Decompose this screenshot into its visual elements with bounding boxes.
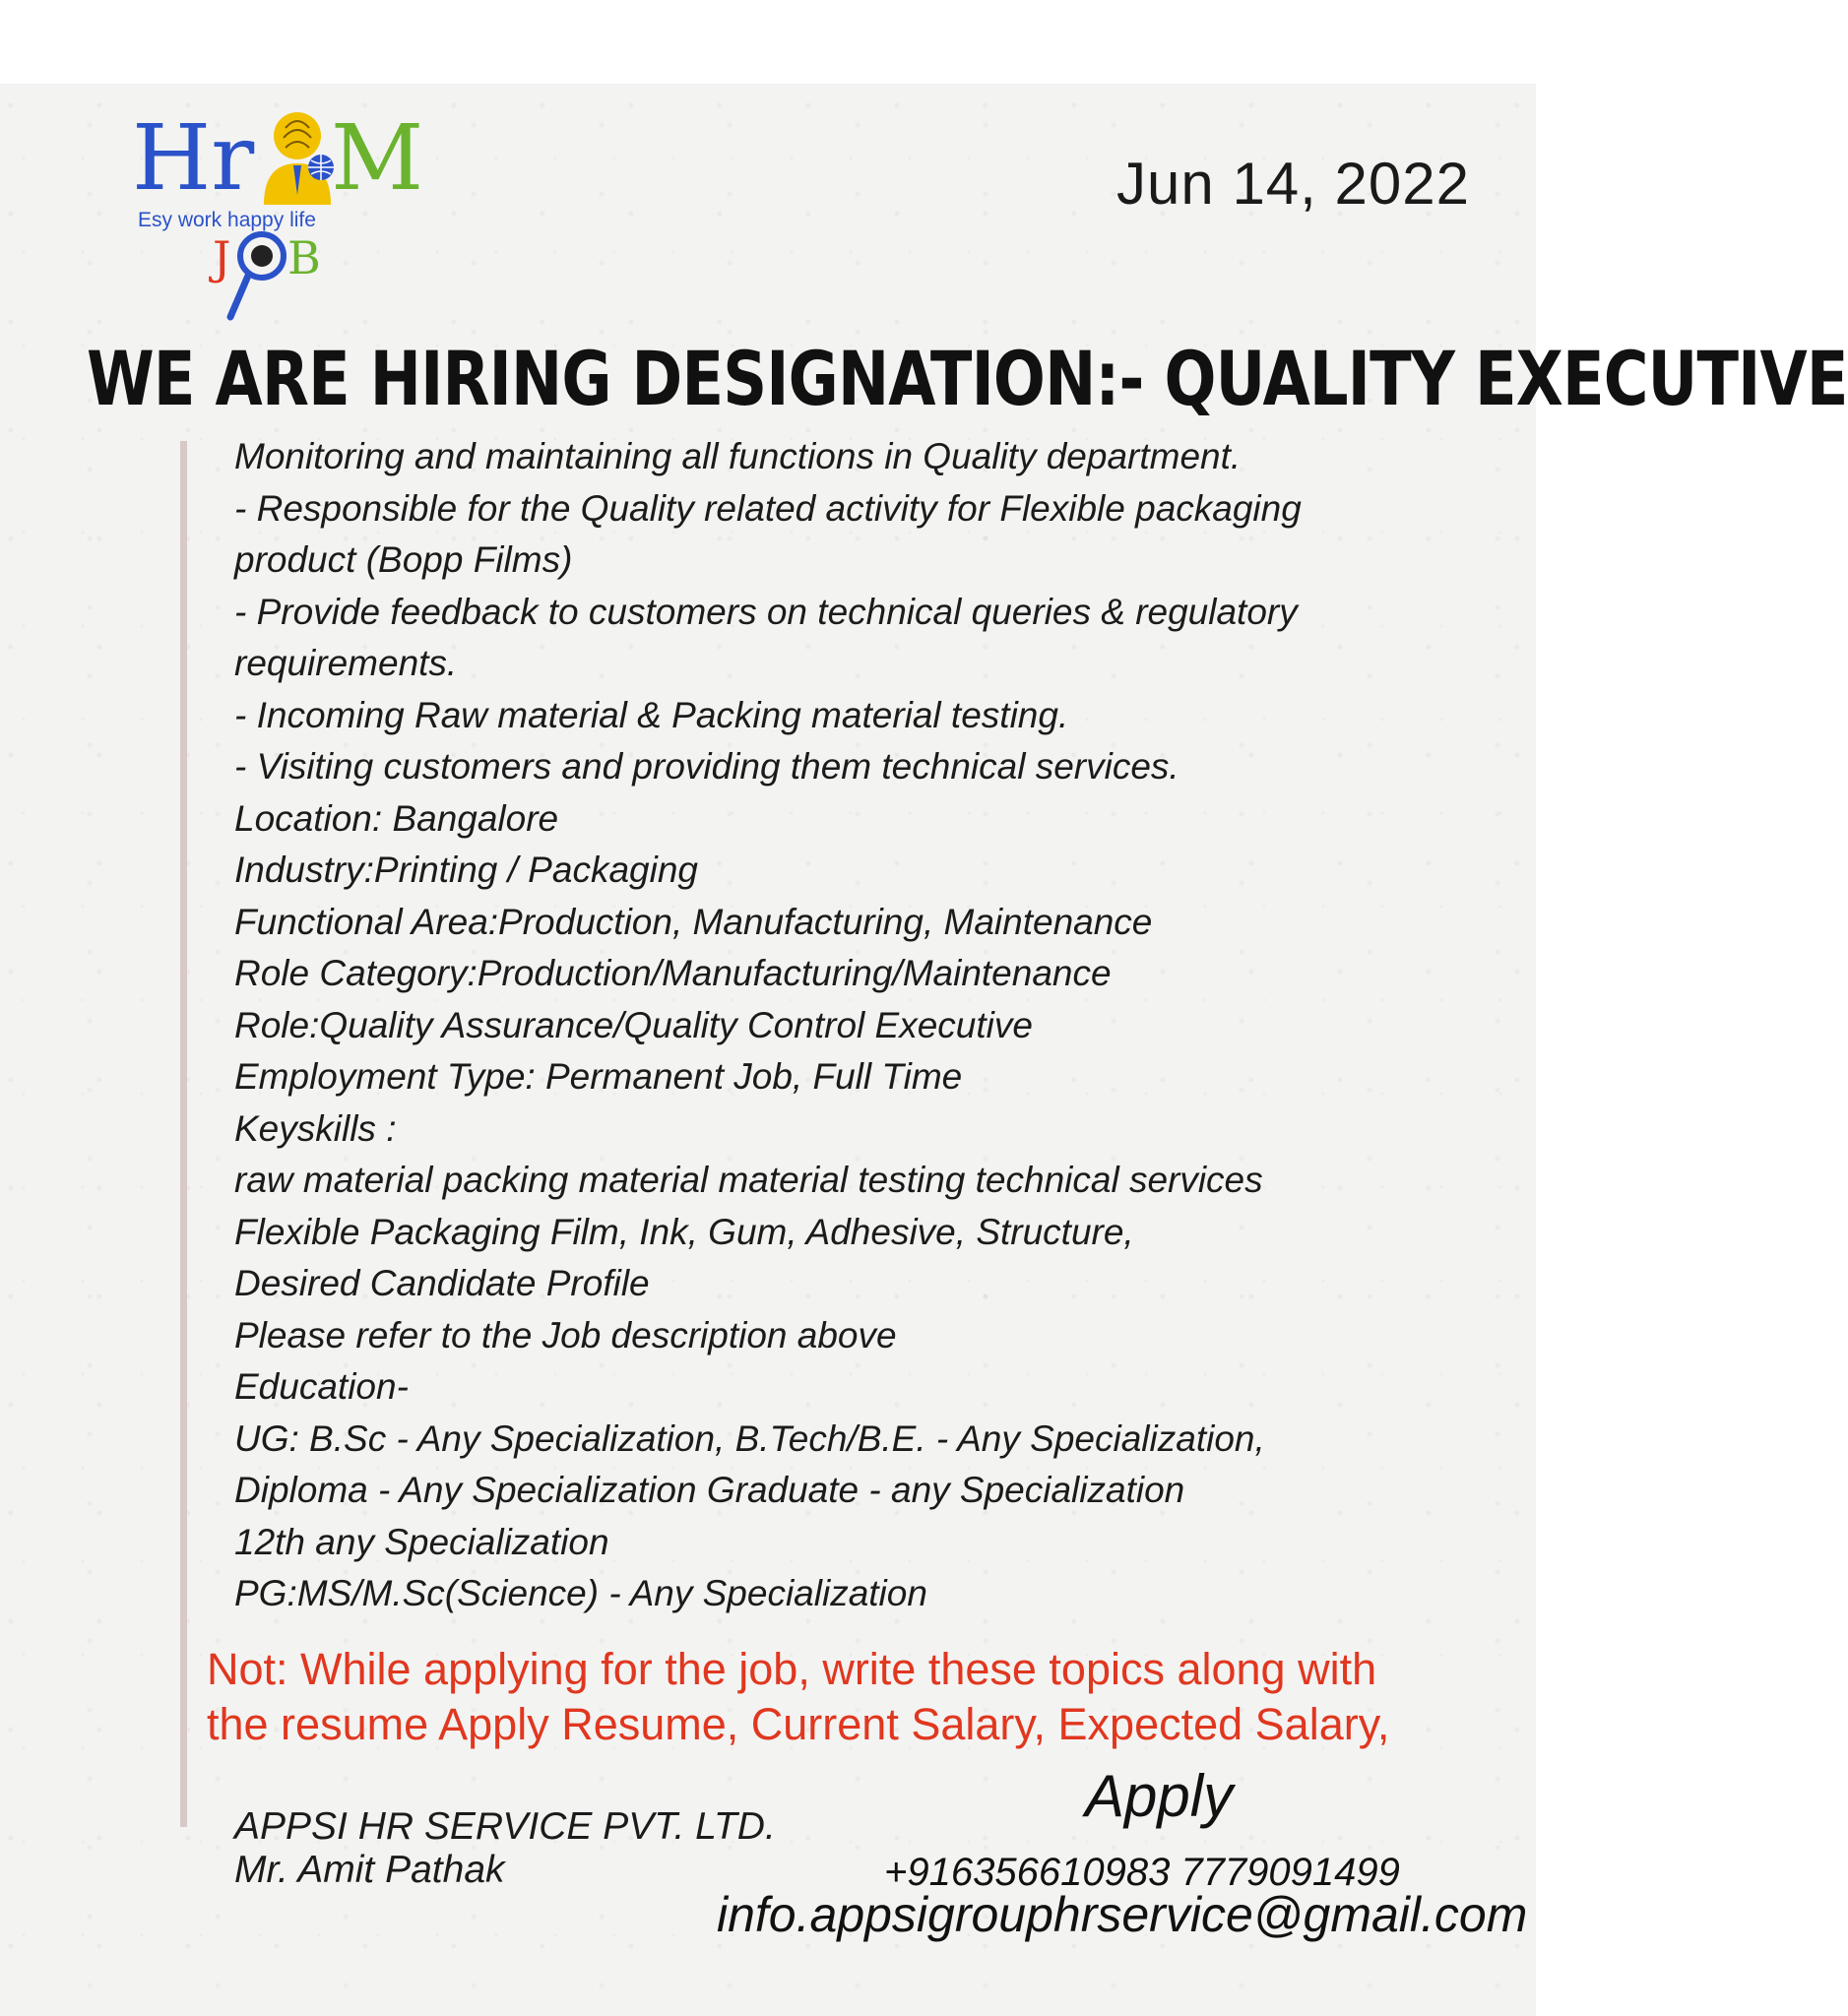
description-line: Role Category:Production/Manufacturing/Maintenance (234, 953, 1112, 993)
description-line: Keyskills : (234, 1107, 397, 1149)
magnifier-globe-icon (251, 245, 273, 267)
description-line: - Visiting customers and providing them technical services. (234, 746, 1179, 787)
description-line: Functional Area:Production, Manufacturing, Maintenance (234, 901, 1153, 942)
logo-hr-text: Hr (132, 105, 255, 211)
job-description (234, 431, 1416, 1620)
post-date: Jun 14, 2022 (1116, 151, 1470, 217)
description-line: Location: Bangalore (234, 797, 559, 839)
description-line: Desired Candidate Profile (234, 1263, 650, 1303)
logo-job-b: B (287, 231, 321, 284)
description-line: Employment Type: Permanent Job, Full Time (234, 1056, 963, 1097)
note-line: the resume Apply Resume, Current Salary, Expected Salary, (207, 1699, 1390, 1749)
description-line: - Incoming Raw material & Packing material testing. (234, 694, 1069, 735)
accent-divider (180, 441, 187, 1827)
description-line: Diploma - Any Specialization Graduate - any Specialization (234, 1470, 1185, 1510)
description-line: raw material packing material material testing technical services (234, 1160, 1263, 1200)
application-note (207, 1642, 1536, 1752)
description-line: Please refer to the Job description above (234, 1314, 897, 1355)
email-address: info.appsigrouphrservice@gmail.com (717, 1887, 1528, 1942)
description-line: Monitoring and maintaining all functions in Quality department. (234, 436, 1242, 476)
description-line: product (Bopp Films) (234, 539, 573, 580)
description-line: Role:Quality Assurance/Quality Control Executive (234, 1004, 1033, 1045)
description-line: Flexible Packaging Film, Ink, Gum, Adhesive, Structure, (234, 1211, 1134, 1252)
description-line: requirements. (234, 643, 458, 683)
phone-numbers: +916356610983 7779091499 (884, 1851, 1400, 1894)
person-head-icon (274, 112, 321, 159)
description-line: Industry:Printing / Packaging (234, 850, 698, 890)
description-line: 12th any Specialization (234, 1521, 609, 1562)
description-line: UG: B.Sc - Any Specialization, B.Tech/B.E. - Any Specialization, (234, 1418, 1265, 1459)
logo-job-j: J (213, 231, 231, 284)
description-line: - Provide feedback to customers on technical queries & regulatory (234, 591, 1298, 632)
page-title: WE ARE HIRING DESIGNATION:- QUALITY EXECUTIVE (87, 335, 1848, 422)
company-name: APPSI HR SERVICE PVT. LTD. (234, 1805, 776, 1848)
logo-tagline: Esy work happy life (138, 209, 316, 231)
contact-person: Mr. Amit Pathak (234, 1849, 505, 1891)
company-logo (128, 98, 443, 325)
description-line: - Responsible for the Quality related activity for Flexible packaging (234, 487, 1302, 529)
description-line: Education- (234, 1366, 409, 1407)
logo-graphic (128, 98, 443, 325)
note-line: Not: While applying for the job, write these topics along with (207, 1644, 1377, 1694)
description-line: PG:MS/M.Sc(Science) - Any Specialization (234, 1573, 927, 1613)
apply-heading: Apply (1085, 1763, 1234, 1829)
company-info (234, 1805, 776, 1892)
logo-m-text: M (331, 105, 424, 211)
